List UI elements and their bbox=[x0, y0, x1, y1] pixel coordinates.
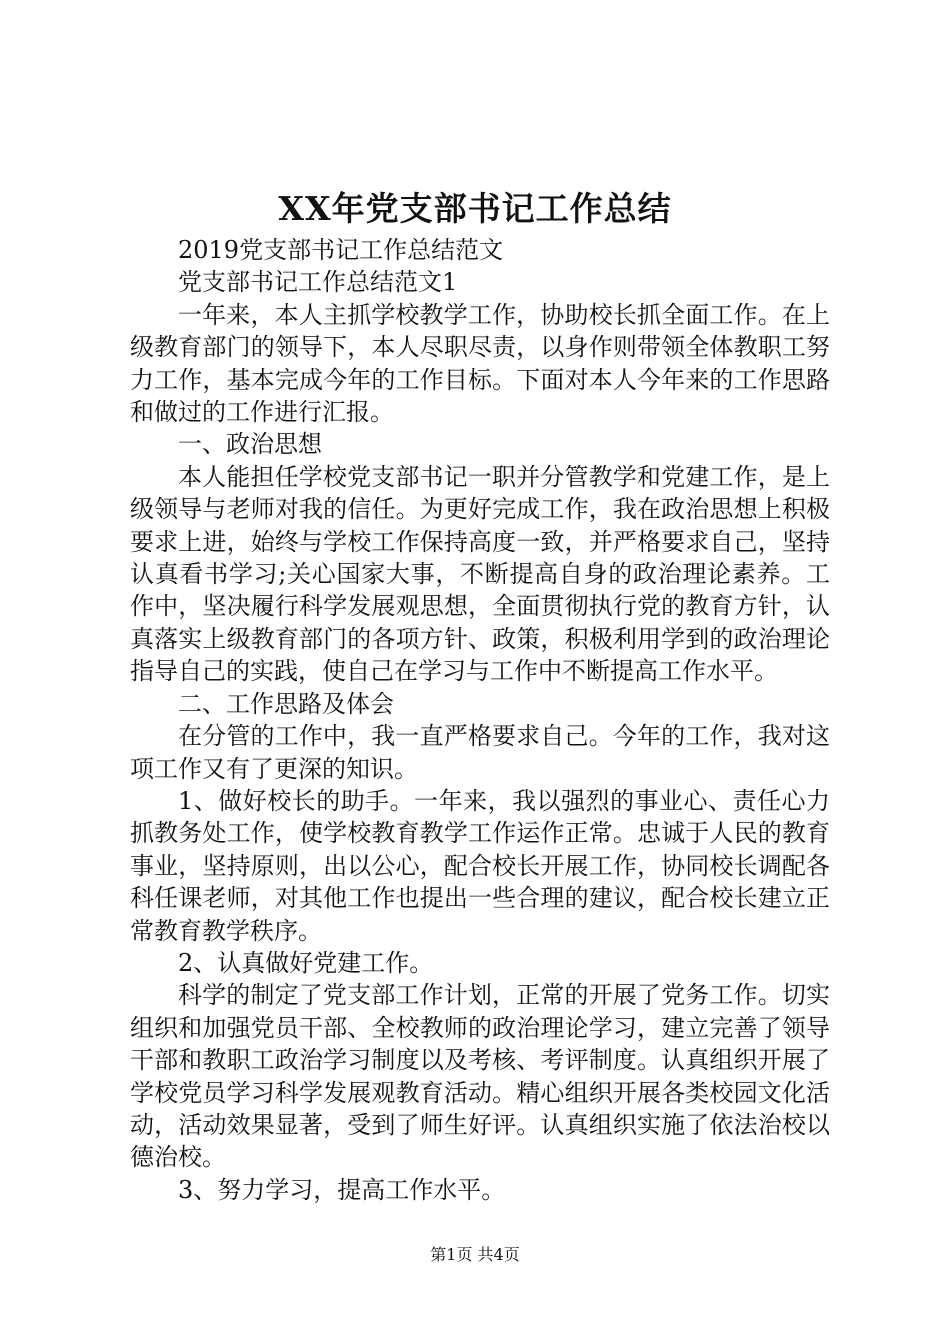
paragraph: 科学的制定了党支部工作计划，正常的开展了党务工作。切实组织和加强党员干部、全校教师的政治理论学习，建立完善了领导干部和教职工政治学习制度以及考核、考评制度。认真组织开展了学校党员学习科学发展观教育活动。精心组织开展各类校园文化活动，活动效果显著，受到了师生好评。认真组织实施了依法治校以德治校。 bbox=[130, 981, 830, 1172]
paragraph: 2019党支部书记工作总结范文 bbox=[178, 236, 504, 264]
paragraph: 3、努力学习，提高工作水平。 bbox=[178, 1175, 506, 1204]
paragraph: 1、做好校长的助手。一年来，我以强烈的事业心、责任心力抓教务处工作，使学校教育教学工作运作正常。忠诚于人民的教育事业，坚持原则，出以公心，配合校长开展工作，协同校长调配各科任课老师，对其他工作也提出一些合理的建议，配合校长建立正常教育教学秩序。 bbox=[130, 786, 830, 945]
paragraph: 2、认真做好党建工作。 bbox=[178, 948, 434, 977]
paragraph: 本人能担任学校党支部书记一职并分管教学和党建工作，是上级领导与老师对我的信任。为更好完成工作，我在政治思想上积极要求上进，始终与学校工作保持高度一致，并严格要求自己，坚持认真看书学习;关心国家大事，不断提高自身的政治理论素养。工作中，坚决履行科学发展观思想，全面贯彻执行党的教育方针，认真落实上级教育部门的各项方针、政策，积极利用学到的政治理论指导自己的实践，使自己在学习与工作中不断提高工作水平。 bbox=[130, 462, 830, 686]
section-heading: 一、政治思想 bbox=[178, 430, 322, 459]
paragraph: 党支部书记工作总结范文1 bbox=[178, 268, 458, 297]
document-title: XX年党支部书记工作总结 bbox=[278, 189, 672, 228]
paragraph: 在分管的工作中，我一直严格要求自己。今年的工作，我对这项工作又有了更深的知识。 bbox=[130, 722, 830, 783]
page-indicator: 第1页 共4页 bbox=[430, 1245, 520, 1264]
section-heading: 二、工作思路及体会 bbox=[178, 689, 394, 718]
paragraph: 一年来，本人主抓学校教学工作，协助校长抓全面工作。在上级教育部门的领导下，本人尽职尽责，以身作则带领全体教职工努力工作，基本完成今年的工作目标。下面对本人今年来的工作思路和做过的工作进行汇报。 bbox=[130, 300, 830, 427]
document-body bbox=[130, 234, 830, 1206]
